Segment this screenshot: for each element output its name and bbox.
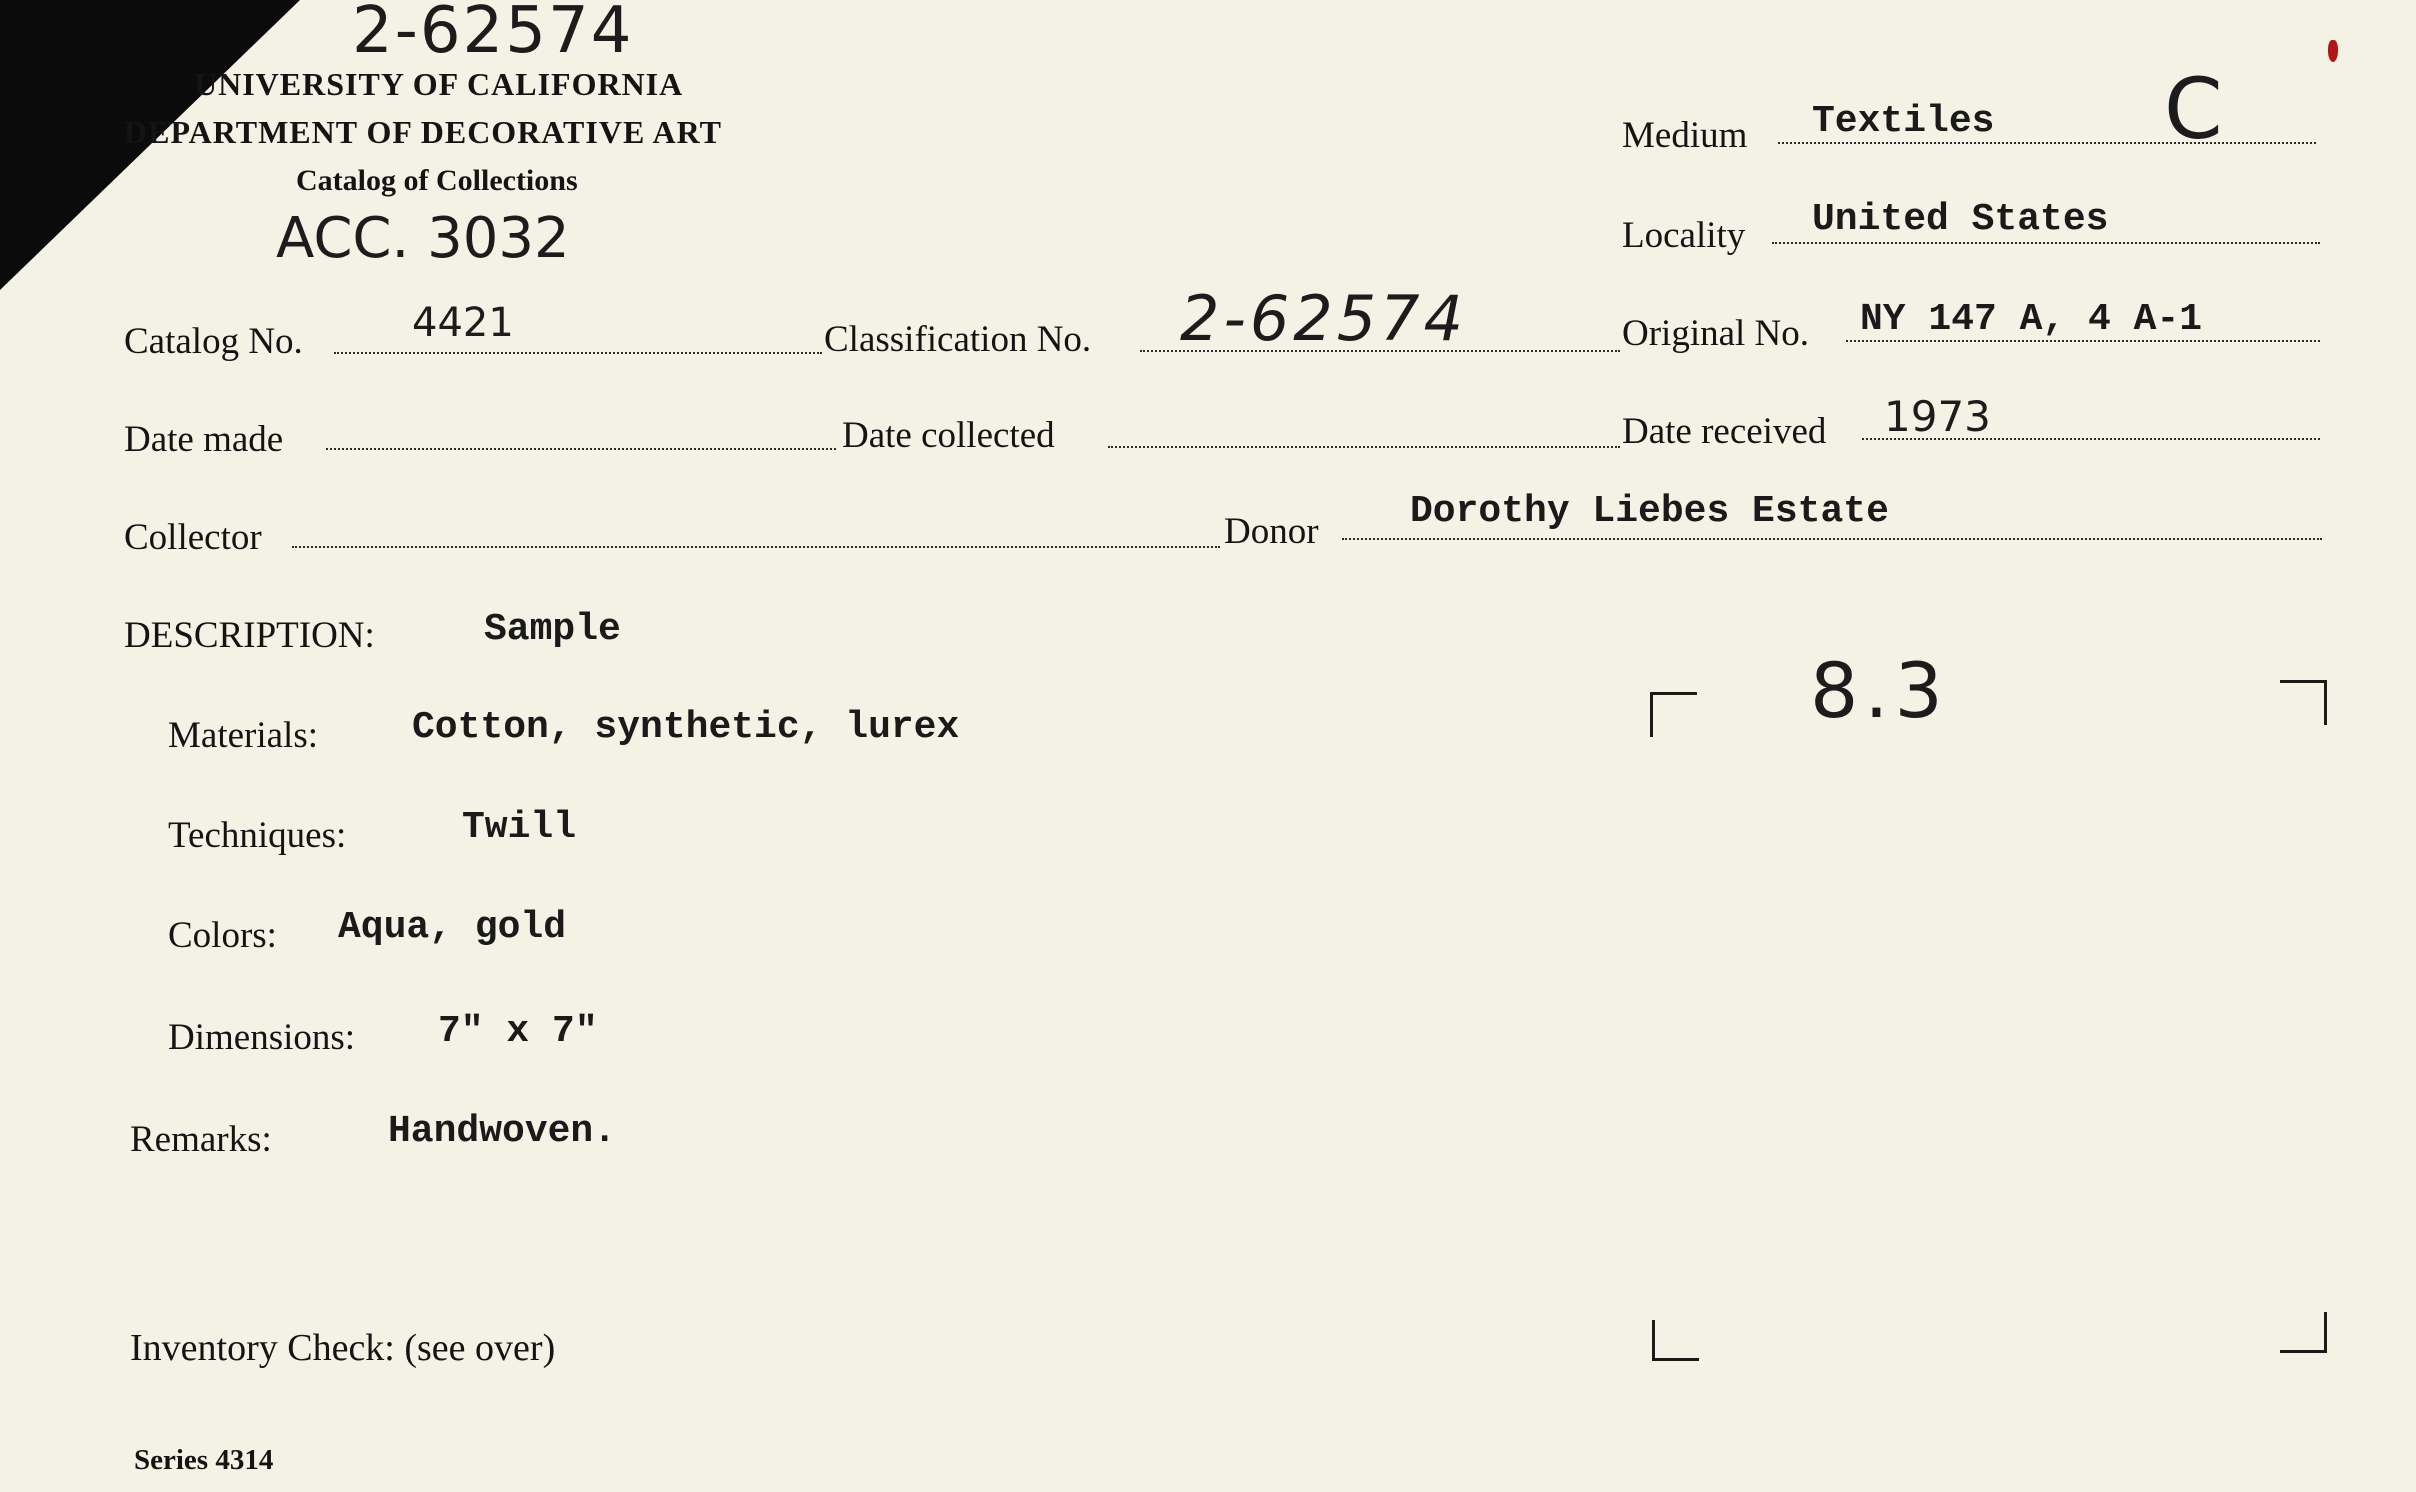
photo-area-bottom-left-corner — [1652, 1320, 1699, 1361]
locality-label: Locality — [1622, 215, 1746, 256]
date-received-value: 1973 — [1884, 392, 1991, 441]
series-number: Series 4314 — [134, 1444, 274, 1476]
institution-name: UNIVERSITY OF CALIFORNIA — [194, 66, 684, 102]
corner-letter-mark: C — [2164, 60, 2223, 158]
medium-label: Medium — [1622, 115, 1748, 156]
catalog-no-value: 4421 — [412, 300, 514, 346]
colors-label: Colors: — [168, 915, 277, 956]
department-name: DEPARTMENT OF DECORATIVE ART — [124, 114, 722, 150]
donor-value: Dorothy Liebes Estate — [1410, 490, 1889, 533]
photo-area-bottom-right-corner — [2280, 1312, 2327, 1353]
accession-number: ACC. 3032 — [276, 206, 570, 271]
catalog-no-line — [334, 352, 822, 354]
donor-label: Donor — [1224, 511, 1319, 552]
catalog-no-label: Catalog No. — [124, 321, 303, 362]
description-label: DESCRIPTION: — [124, 615, 375, 656]
techniques-value: Twill — [462, 806, 577, 849]
medium-value: Textiles — [1812, 100, 1995, 143]
collector-label: Collector — [124, 517, 262, 558]
date-collected-label: Date collected — [842, 415, 1055, 456]
photo-area-code: 8.3 — [1810, 646, 1949, 735]
materials-label: Materials: — [168, 715, 319, 756]
photo-area-top-left-corner — [1650, 692, 1697, 737]
locality-value: United States — [1812, 198, 2109, 241]
photo-area-top-right-corner — [2280, 680, 2327, 725]
original-no-value: NY 147 A, 4 A-1 — [1860, 298, 2203, 341]
date-made-label: Date made — [124, 419, 284, 460]
original-no-label: Original No. — [1622, 313, 1810, 354]
catalog-title: Catalog of Collections — [296, 164, 578, 197]
date-made-line — [326, 448, 836, 450]
materials-value: Cotton, synthetic, lurex — [412, 706, 960, 749]
dimensions-value: 7" x 7" — [438, 1010, 598, 1053]
techniques-label: Techniques: — [168, 815, 347, 856]
date-collected-line — [1108, 446, 1620, 448]
collector-line — [292, 546, 1220, 548]
description-value: Sample — [484, 608, 621, 651]
handwritten-catalog-number: 2-62574 — [352, 0, 634, 68]
inventory-check-label: Inventory Check: (see over) — [130, 1327, 556, 1369]
donor-line — [1342, 538, 2322, 540]
locality-line — [1772, 242, 2320, 244]
colors-value: Aqua, gold — [338, 906, 567, 949]
red-ink-mark — [2328, 40, 2338, 62]
remarks-label: Remarks: — [130, 1119, 272, 1160]
classification-no-value: 2-62574 — [1180, 282, 1468, 355]
classification-no-label: Classification No. — [824, 319, 1092, 360]
remarks-value: Handwoven. — [388, 1110, 617, 1153]
date-received-label: Date received — [1622, 411, 1827, 452]
dimensions-label: Dimensions: — [168, 1017, 356, 1058]
